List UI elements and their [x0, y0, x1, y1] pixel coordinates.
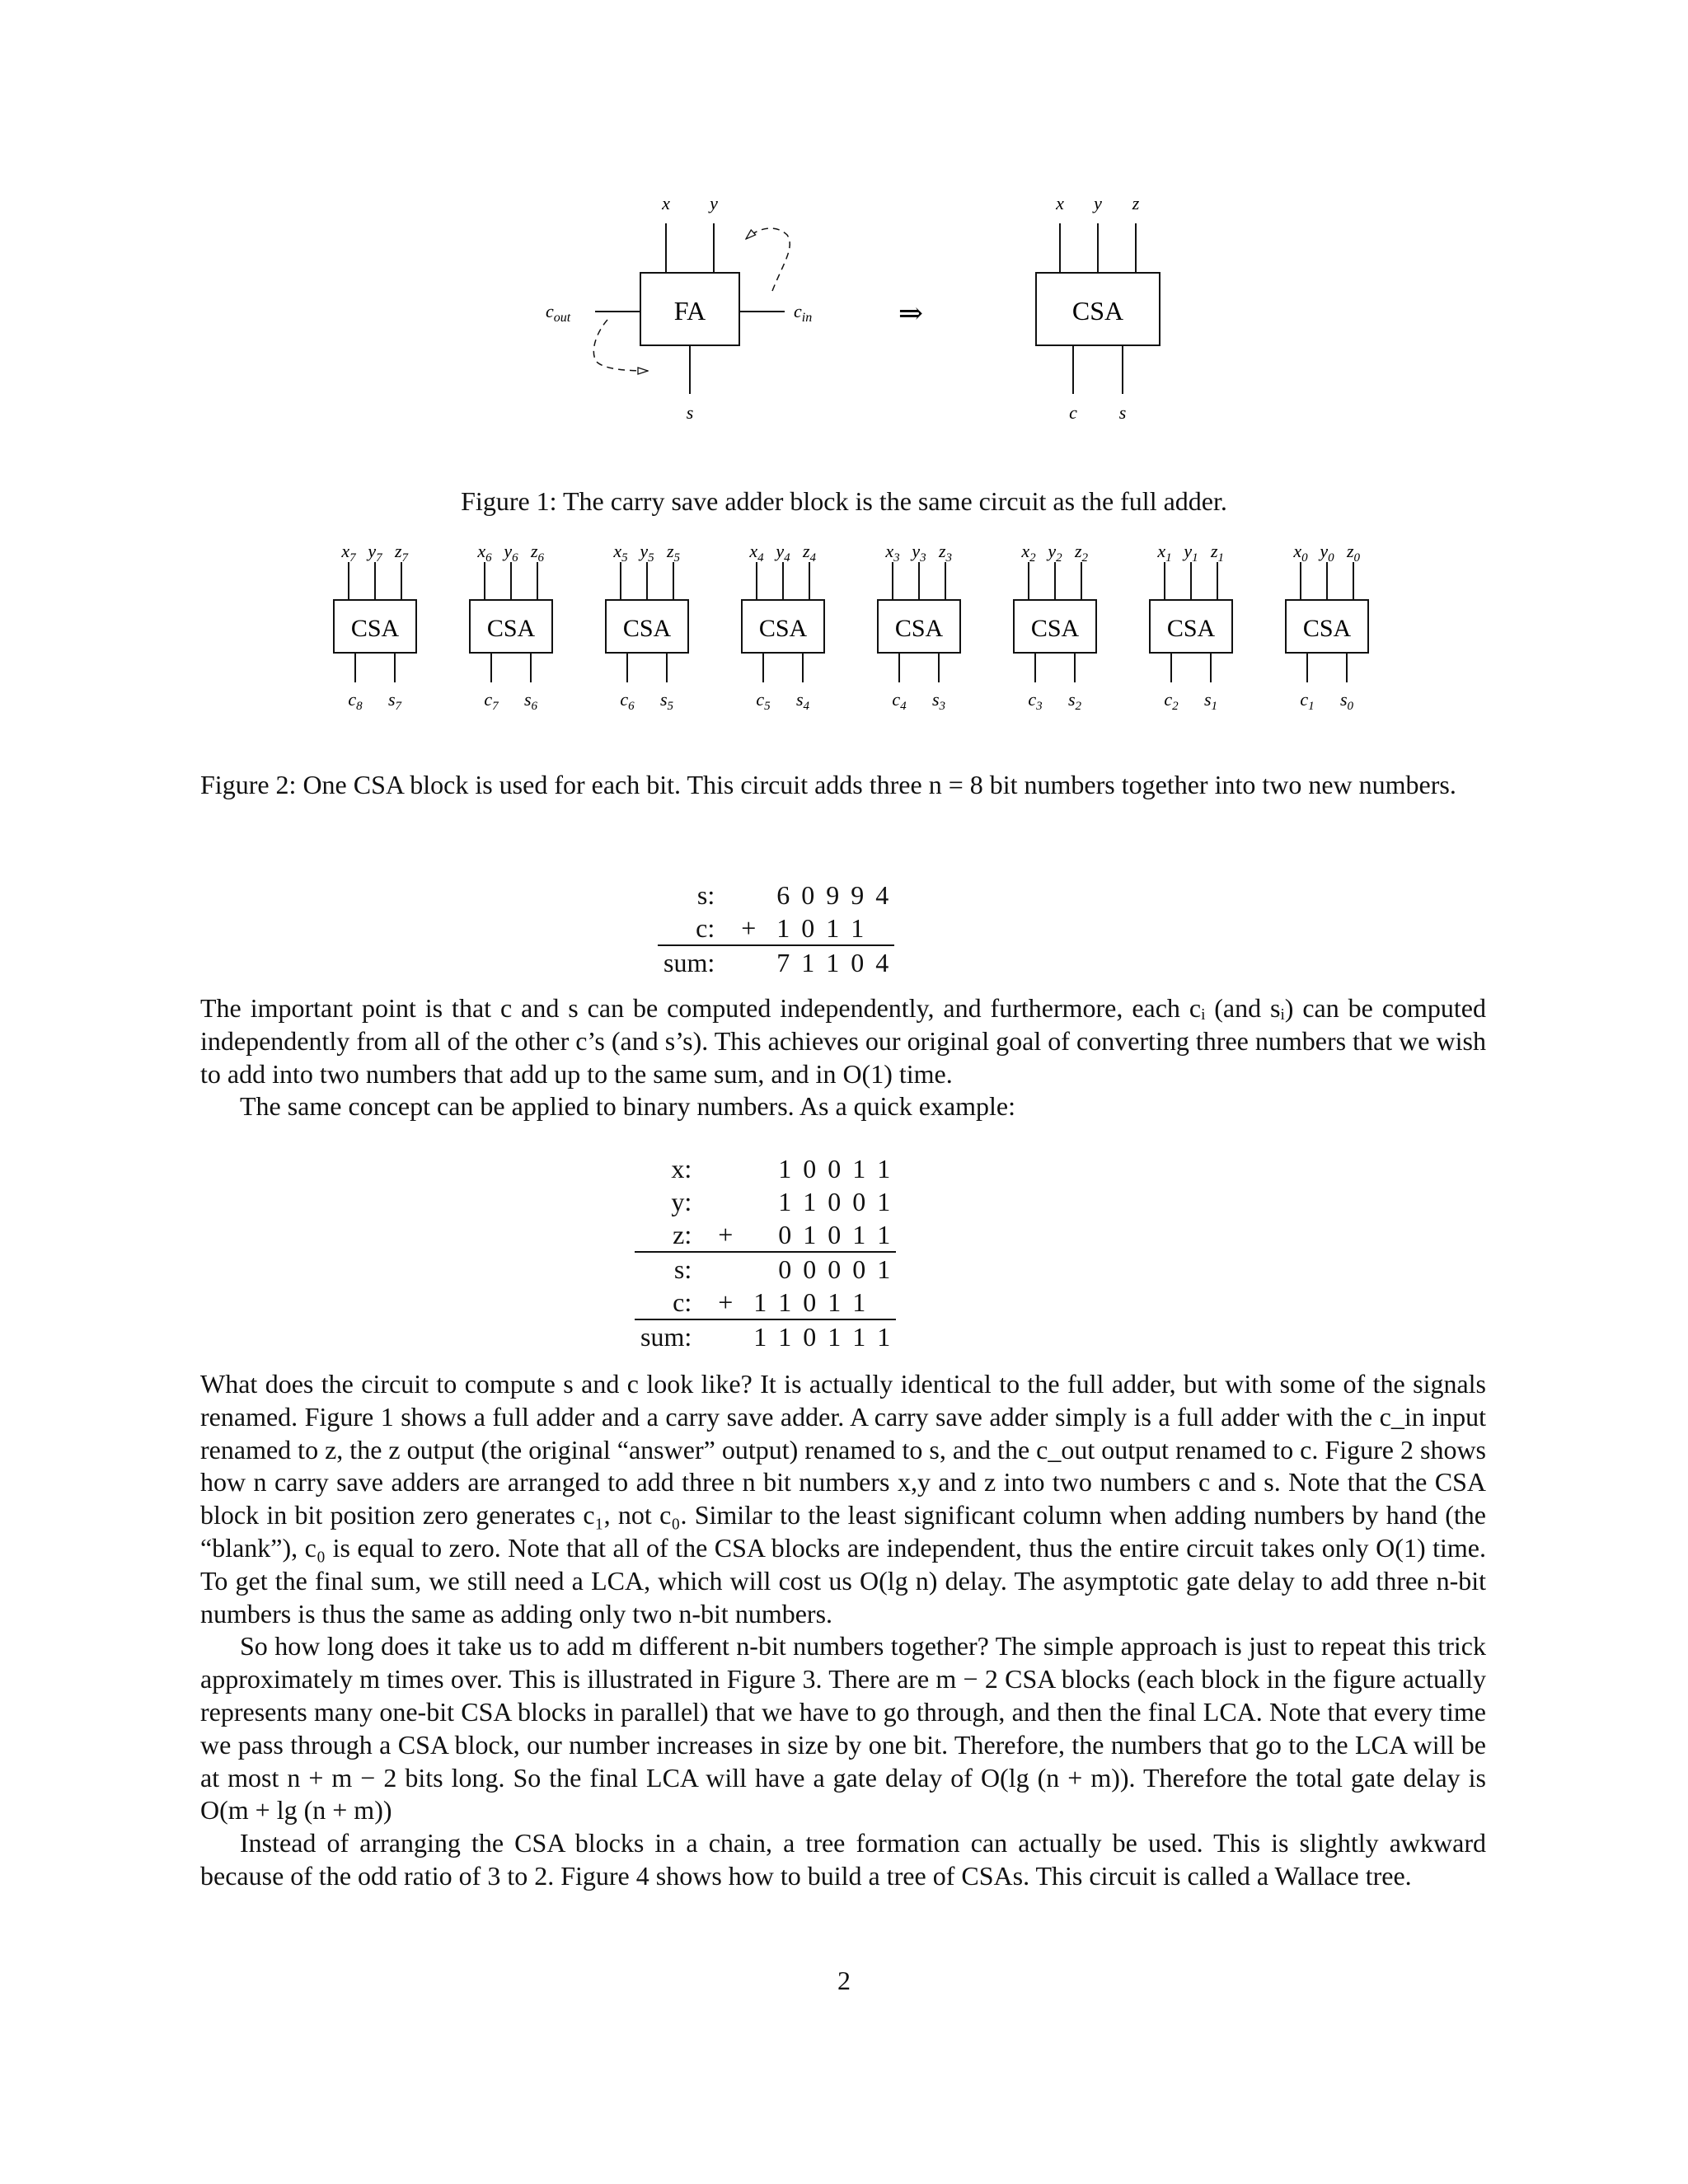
- digit-cell: 1: [852, 1220, 866, 1249]
- digit-cell: 1: [877, 1220, 891, 1249]
- output-label-s: $s_6$: [523, 689, 538, 713]
- csa-input-x: x: [1056, 193, 1064, 213]
- row-label: x:: [671, 1154, 692, 1183]
- input-label-x: $x_2$: [1021, 541, 1036, 565]
- csa-block-label: CSA: [758, 615, 808, 642]
- paragraph-2: The same concept can be applied to binary numbers. As a quick example:: [240, 1091, 1016, 1122]
- input-label-z: $z_2$: [1074, 541, 1089, 565]
- row-label: s:: [635, 1252, 703, 1286]
- input-label-y: $y_6$: [504, 541, 518, 565]
- digit-cell: 4: [875, 880, 889, 910]
- input-label-y: $y_2$: [1048, 541, 1062, 565]
- input-label-y: $y_7$: [368, 541, 382, 565]
- output-label-s: $s_3$: [931, 689, 946, 713]
- csa-block-label: CSA: [1166, 615, 1216, 642]
- input-label-z: $z_5$: [666, 541, 681, 565]
- row-label: s:: [696, 880, 715, 910]
- binary-addition-table: [635, 1152, 896, 1353]
- output-label-s: $s_1$: [1203, 689, 1218, 713]
- input-label-y: $y_0$: [1320, 541, 1334, 565]
- digit-cell: 6: [776, 880, 790, 910]
- transform-arrow: ⇒: [898, 297, 924, 330]
- digit-cell: 1: [803, 1220, 817, 1249]
- output-label-s: $s_0$: [1339, 689, 1354, 713]
- digit-cell: 0: [778, 1220, 792, 1249]
- row-label: sum:: [635, 1319, 703, 1353]
- digit-cell: 1: [822, 1319, 846, 1353]
- digit-cell: 0: [801, 913, 815, 943]
- operator: [703, 1252, 748, 1286]
- paragraph-1: The important point is that c and s can be computed independently, and furthermore, each cᵢ (and sᵢ) can be computed independently from all of the other c’s (and s’s). This achieves our original goal of converting three numbers that we wish to add into two numbers that add up to the same sum, and in O(1) time.: [200, 993, 1486, 1089]
- output-label-s: $s_4$: [795, 689, 810, 713]
- input-label-z: $z_4$: [802, 541, 817, 565]
- csa-block-label: CSA: [622, 615, 672, 642]
- input-label-z: $z_3$: [938, 541, 953, 565]
- table-row: [658, 879, 894, 912]
- csa-input-z: z: [1132, 193, 1140, 213]
- page-number: 2: [837, 1966, 851, 1995]
- digit-cell: 0: [822, 1252, 846, 1286]
- fa-input-x: x: [662, 193, 670, 213]
- input-label-z: $z_7$: [394, 541, 409, 565]
- operator: +: [741, 913, 757, 943]
- body-text-continued: [200, 1368, 1486, 1893]
- operator: [703, 1185, 748, 1218]
- digit-cell: 0: [797, 1252, 822, 1286]
- row-label: c:: [696, 913, 715, 943]
- digit-cell: 1: [846, 1319, 871, 1353]
- paragraph-3: What does the circuit to compute s and c look like? It is actually identical to the full adder, but with some of the signals renamed. Figure 1 shows a full adder and a carry save adder. A carry save adder simply is a full adder with the c_in input renamed to z, the z output (the original “answer” output) renamed to s, and the c_out output renamed to c. Figure 2 shows how n carry save adders are arranged to add three n bit numbers x,y and z into two numbers c and s. Note that the CSA block in bit position zero generates c₁, not c₀. Similar to the least significant column when adding numbers by hand (the “blank”), c₀ is equal to zero. Note that all of the CSA blocks are independent, thus the entire circuit takes only O(1) time. To get the final sum, we still need a LCA, which will cost us O(lg n) delay. The asymptotic gate delay to add three n-bit numbers is thus the same as adding only two n-bit numbers.: [200, 1369, 1486, 1629]
- table-row: [658, 912, 894, 945]
- csa-block-label: CSA: [894, 615, 944, 642]
- output-label-s: $s_2$: [1067, 689, 1082, 713]
- operator: [726, 945, 771, 979]
- figure-2-caption: Figure 2: One CSA block is used for each bit. This circuit adds three n = 8 bit numbers together into two new numbers.: [200, 770, 1456, 799]
- row-label: c:: [673, 1287, 692, 1317]
- input-label-y: $y_5$: [640, 541, 654, 565]
- digit-cell: 1: [877, 1154, 891, 1183]
- digit-cell: [748, 1185, 772, 1218]
- input-label-y: $y_1$: [1184, 541, 1198, 565]
- digit-cell: 1: [871, 1319, 896, 1353]
- decimal-addition-table: [658, 879, 894, 979]
- digit-cell: 0: [828, 1187, 842, 1216]
- digit-cell: 1: [776, 913, 790, 943]
- digit-cell: 0: [797, 1319, 822, 1353]
- digit-cell: 1: [772, 1319, 797, 1353]
- row-label: sum:: [658, 945, 726, 979]
- output-label-c: $c_5$: [756, 689, 771, 713]
- output-label-s: $s_7$: [387, 689, 402, 713]
- digit-cell: 0: [801, 880, 815, 910]
- digit-cell: 1: [753, 1287, 767, 1317]
- csa-output-s: s: [1118, 402, 1127, 423]
- paragraph-4: So how long does it take us to add m different n-bit numbers together? The simple approach is just to repeat this trick approximately m times over. This is illustrated in Figure 3. There are m − 2 CSA blocks (each block in the figure actually represents many one-bit CSA blocks in parallel) that we have to go through, and then the final LCA. Note that every time we pass through a CSA block, our number increases in size by one bit. Therefore, the numbers that go to the LCA will be at most n + m − 2 bits long. So the final LCA will have a gate delay of O(lg (n + m)). Therefore the total gate delay is O(m + lg (n + m)): [200, 1631, 1486, 1825]
- fa-input-y: y: [710, 193, 718, 213]
- digit-cell: 1: [877, 1187, 891, 1216]
- fa-label: FA: [673, 296, 706, 326]
- digit-cell: [871, 1286, 896, 1319]
- digit-cell: 1: [826, 913, 840, 943]
- body-text: [200, 992, 1486, 1123]
- digit-cell: 1: [748, 1319, 772, 1353]
- digit-cell: 0: [803, 1154, 817, 1183]
- digit-cell: 0: [846, 1252, 871, 1286]
- digit-cell: 0: [803, 1287, 817, 1317]
- input-label-z: $z_6$: [530, 541, 545, 565]
- table-row: [635, 1319, 896, 1353]
- output-label-c: $c_4$: [892, 689, 907, 713]
- figure-1-caption: Figure 1: The carry save adder block is the same circuit as the full adder.: [461, 486, 1227, 516]
- input-label-x: $x_5$: [613, 541, 628, 565]
- csa-output-c: c: [1069, 402, 1077, 423]
- digit-cell: 9: [826, 880, 840, 910]
- table-row: [635, 1185, 896, 1218]
- digit-cell: 4: [870, 945, 894, 979]
- output-label-s: $s_5$: [659, 689, 674, 713]
- operator: [703, 1319, 748, 1353]
- csa-input-y: y: [1094, 193, 1102, 213]
- output-label-c: $c_7$: [484, 689, 499, 713]
- input-label-z: $z_0$: [1346, 541, 1361, 565]
- csa-block-label: CSA: [1302, 615, 1352, 642]
- digit-cell: 1: [852, 1154, 866, 1183]
- paragraph-5: Instead of arranging the CSA blocks in a chain, a tree formation can actually be used. This is slightly awkward because of the odd ratio of 3 to 2. Figure 4 shows how to build a tree of CSAs. This circuit is called a Wallace tree.: [200, 1828, 1486, 1891]
- operator: +: [718, 1287, 734, 1317]
- table-row: [635, 1152, 896, 1185]
- digit-cell: 7: [771, 945, 795, 979]
- digit-cell: 1: [851, 913, 865, 943]
- table-row: [635, 1286, 896, 1319]
- digit-cell: 0: [828, 1154, 842, 1183]
- digit-cell: 9: [851, 880, 865, 910]
- digit-cell: 1: [795, 945, 820, 979]
- digit-cell: 1: [803, 1187, 817, 1216]
- table-row: [635, 1252, 896, 1286]
- digit-cell: 0: [852, 1187, 866, 1216]
- output-label-c: $c_1$: [1300, 689, 1315, 713]
- csa-block-label: CSA: [486, 615, 536, 642]
- digit-cell: 0: [845, 945, 870, 979]
- input-label-x: $x_7$: [341, 541, 356, 565]
- input-label-z: $z_1$: [1210, 541, 1225, 565]
- digit-cell: [748, 1252, 772, 1286]
- input-label-y: $y_4$: [776, 541, 790, 565]
- digit-cell: [748, 1218, 772, 1252]
- input-label-x: $x_4$: [749, 541, 764, 565]
- digit-cell: 0: [772, 1252, 797, 1286]
- fa-carry-in: $c_{in}$: [794, 301, 813, 325]
- output-label-c: $c_8$: [348, 689, 363, 713]
- digit-cell: [870, 912, 894, 945]
- digit-cell: 1: [778, 1187, 792, 1216]
- csa-block-label: CSA: [1030, 615, 1080, 642]
- row-label: y:: [671, 1187, 692, 1216]
- digit-cell: 1: [828, 1287, 842, 1317]
- digit-cell: 1: [820, 945, 845, 979]
- table-row: [658, 945, 894, 979]
- output-label-c: $c_3$: [1028, 689, 1043, 713]
- csa-label: CSA: [1071, 296, 1124, 326]
- table-row: [635, 1218, 896, 1252]
- input-label-x: $x_3$: [885, 541, 900, 565]
- output-label-c: $c_2$: [1164, 689, 1179, 713]
- input-label-y: $y_3$: [912, 541, 926, 565]
- input-label-x: $x_6$: [477, 541, 492, 565]
- operator: [726, 879, 771, 912]
- operator: [703, 1152, 748, 1185]
- carry-in-feedback-arrow: [746, 228, 790, 291]
- row-label: z:: [673, 1220, 692, 1249]
- digit-cell: 1: [871, 1252, 896, 1286]
- csa-block-label: CSA: [350, 615, 400, 642]
- operator: +: [718, 1220, 734, 1249]
- input-label-x: $x_0$: [1293, 541, 1308, 565]
- output-label-c: $c_6$: [620, 689, 635, 713]
- fa-output-s: s: [686, 402, 694, 423]
- digit-cell: [748, 1152, 772, 1185]
- digit-cell: 1: [778, 1287, 792, 1317]
- fa-carry-out: $c_{out}$: [546, 301, 571, 325]
- input-label-x: $x_1$: [1157, 541, 1172, 565]
- figure-2-diagram: [0, 527, 1688, 725]
- digit-cell: 0: [828, 1220, 842, 1249]
- digit-cell: 1: [852, 1287, 866, 1317]
- digit-cell: 1: [778, 1154, 792, 1183]
- figure-1-diagram: [0, 0, 1688, 462]
